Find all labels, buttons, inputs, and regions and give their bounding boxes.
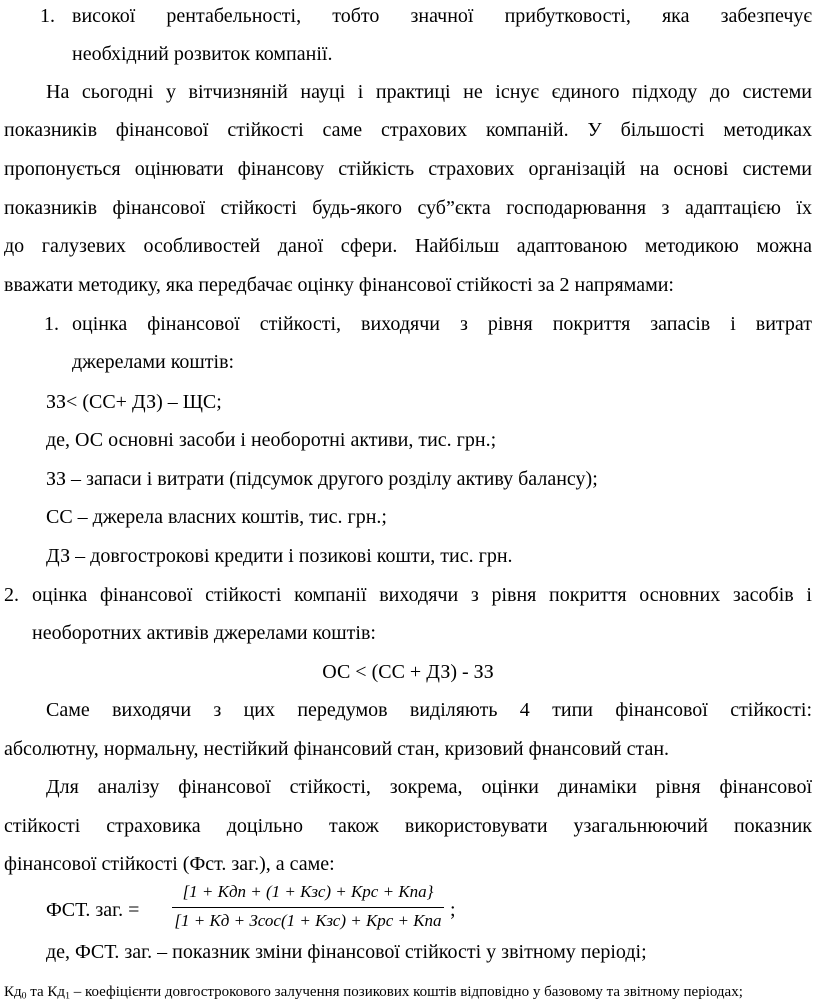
formula-3-denominator: [1 + Кд + Зсос(1 + Кзс) + Крс + Кпа (174, 911, 442, 930)
definition-fst: де, ФСТ. заг. – показник зміни фінансової стійкості у звітному періоді; (46, 941, 647, 963)
fraction-bar (172, 907, 444, 908)
paragraph-2-line-2: абсолютну, нормальну, нестійкий фінансовий стан, кризовий фнансовий стан. (4, 738, 670, 760)
paragraph-1-line-4: показників фінансової стійкості будь-якого суб”єкта господарювання з адаптацією їх (4, 197, 812, 219)
definition-ss: СС – джерела власних коштів, тис. грн.; (46, 506, 387, 528)
paragraph-3-line-1: Для аналізу фінансової стійкості, зокрема, оцінки динаміки рівня фінансової (46, 776, 812, 798)
footnote-sub-0: 0 (21, 990, 27, 1002)
paragraph-1-line-2: показників фінансової стійкості саме страхових компаній. У більшості методиках (4, 119, 812, 141)
formula-1: ЗЗ< (СС+ ДЗ) – ЩС; (46, 391, 222, 413)
list-item-text-line-2: необхідний розвиток компанії. (72, 43, 333, 65)
direction-1-line-1: оцінка фінансової стійкості, виходячи з рівня покриття запасів і витрат (72, 313, 812, 335)
definition-dz: ДЗ – довгострокові кредити і позикові кошти, тис. грн. (46, 545, 513, 567)
list-item-text-line-1: високої рентабельності, тобто значної прибутковості, яка забезпечує (72, 5, 812, 27)
direction-2-number: 2. (4, 584, 19, 606)
footnote-and: та (30, 984, 44, 1000)
footnote (4, 983, 743, 1005)
formula-3-terminator: ; (450, 899, 456, 921)
formula-3-numerator: [1 + Кдп + (1 + Кзс) + Крс + Кпа} (182, 882, 434, 901)
footnote-symbol-0: Кд (4, 984, 22, 1000)
paragraph-2-line-1: Саме виходячи з цих передумов виділяють 4 типи фінансової стійкості: (46, 699, 812, 721)
formula-2: ОС < (СС + ДЗ) - ЗЗ (322, 661, 494, 683)
direction-1-line-2: джерелами коштів: (72, 351, 235, 373)
paragraph-1-line-5: до галузевих особливостей даної сфери. Найбільш адаптованою методикою можна (4, 235, 812, 257)
list-number-1: 1. (40, 5, 55, 27)
paragraph-1-line-3: пропонується оцінювати фінансову стійкість страхових організацій на основі системи (4, 158, 812, 180)
direction-2-line-2: необоротних активів джерелами коштів: (32, 622, 376, 644)
footnote-symbol-1: Кд (47, 984, 66, 1000)
definition-zz: ЗЗ – запаси і витрати (підсумок другого розділу активу балансу); (46, 468, 598, 490)
paragraph-3-line-2: стійкості страховика доцільно також використовувати узагальнюючий показник (4, 815, 812, 837)
direction-1-number: 1. (44, 313, 59, 335)
paragraph-1-line-1: На сьогодні у вітчизняній науці і практиці не існує єдиного підходу до системи (46, 81, 812, 103)
formula-3-label: ФСТ. заг. = (46, 899, 140, 921)
footnote-text: – коефіцієнти довгострокового залучення позикових коштів відповідно у базовому та звітному періодах; (73, 984, 743, 1000)
footnote-sub-1: 1 (65, 990, 70, 1002)
direction-2-line-1: оцінка фінансової стійкості компанії виходячи з рівня покриття основних засобів і (32, 584, 812, 606)
paragraph-1-line-6: вважати методику, яка передбачає оцінку фінансової стійкості за 2 напрямами: (4, 274, 674, 296)
definition-os: де, ОС основні засоби і необоротні активи, тис. грн.; (46, 429, 497, 451)
paragraph-3-line-3: фінансової стійкості (Фст. заг.), а саме: (4, 853, 335, 875)
